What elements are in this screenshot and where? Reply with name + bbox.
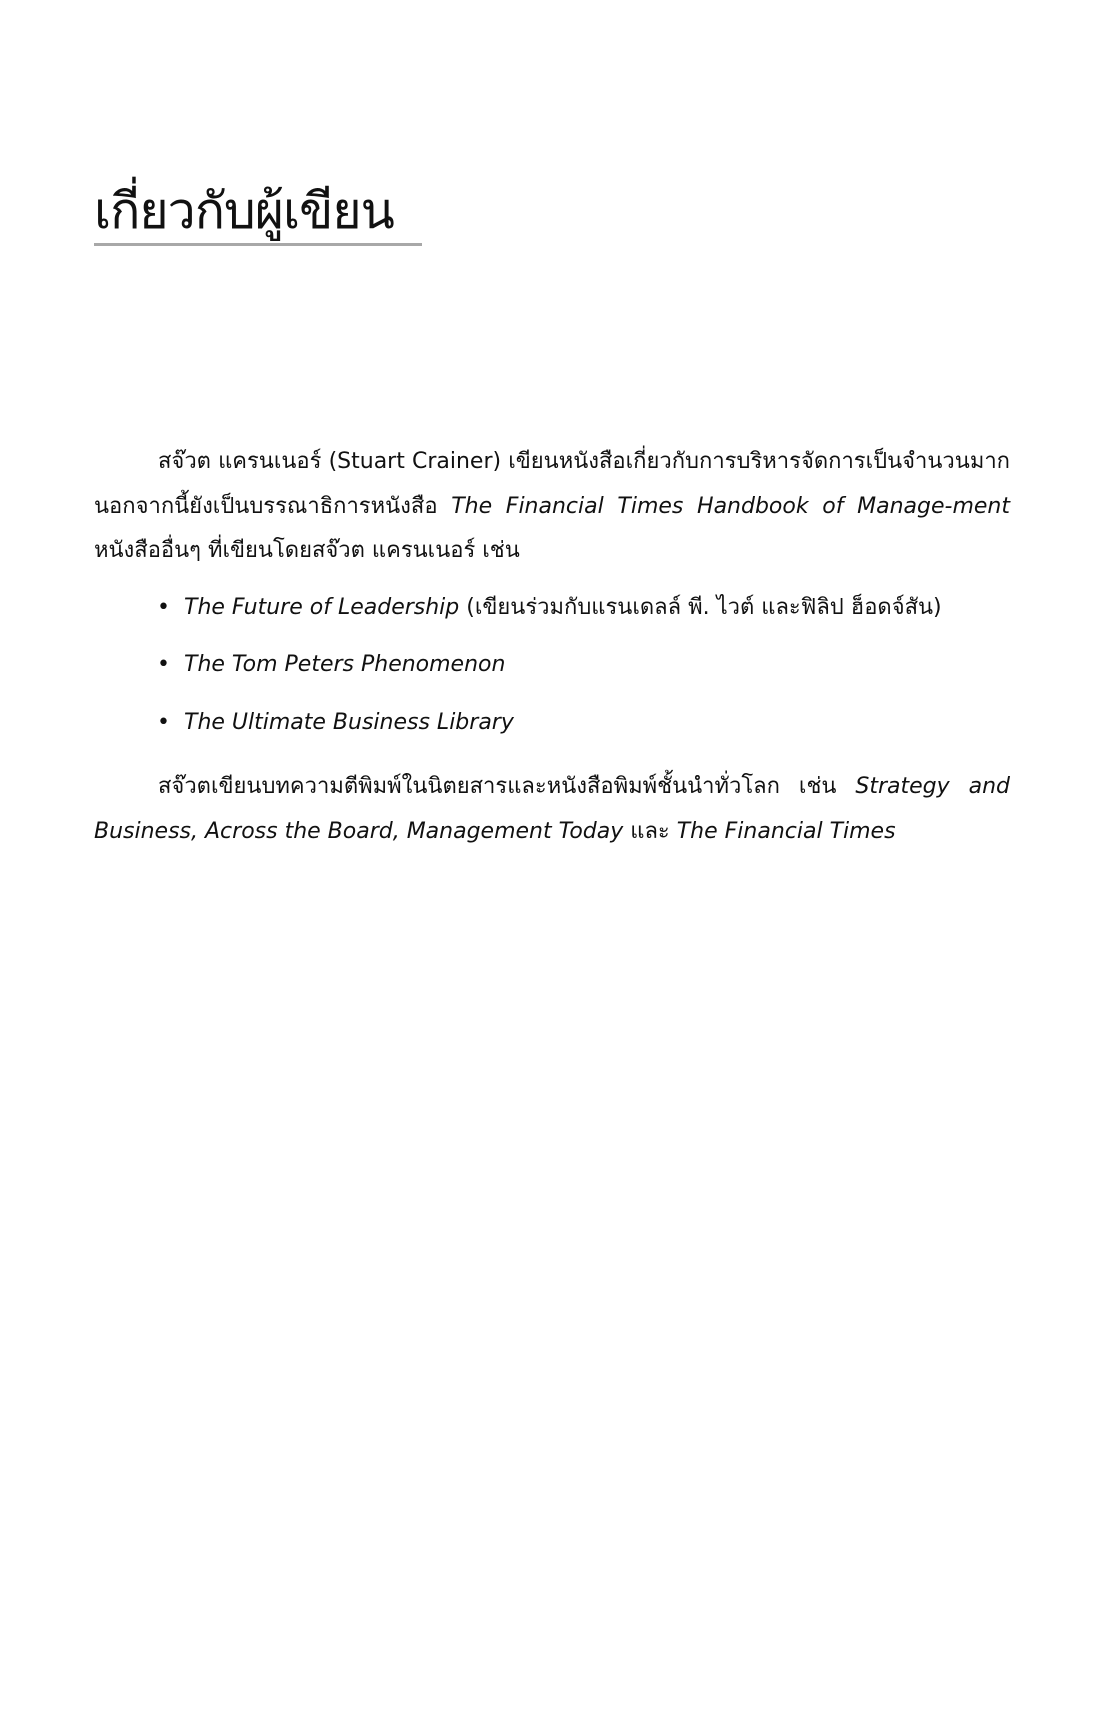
book-title: The Future of Leadership [184,594,460,620]
title-underline [94,243,422,246]
intro-paragraph [94,440,1010,574]
book-title: The Tom Peters Phenomenon [184,652,506,677]
articles-publication-ft: The Financial Times [676,818,896,844]
bullet-icon: • [157,652,170,677]
intro-book-title: The Financial Times Handbook of Manage-ment [451,493,1010,519]
body-text [94,440,1010,854]
list-item [94,701,1010,746]
articles-publications: Strategy and Business, Across the Board, Management Today [94,774,1010,844]
articles-text-1: สจ๊วตเขียนบทความตีพิมพ์ในนิตยสารและหนังสือพิมพ์ชั้นนำทั่วโลก เช่น [158,774,856,799]
book-note: (เขียนร่วมกับแรนเดลล์ พี. ไวต์ และฟิลิป ฮ็อดจ์สัน) [459,594,942,620]
intro-text-2: หนังสืออื่นๆ ที่เขียนโดยสจ๊วต แครนเนอร์ เช่น [94,538,520,563]
book-title: The Ultimate Business Library [184,709,514,735]
intro-text-1: สจ๊วต แครนเนอร์ (Stuart Crainer) เขียนหนังสือเกี่ยวกับการบริหารจัดการเป็นจำนวนมาก นอกจากนี้ยังเป็นบรรณาธิการหนังสือ [94,449,1010,519]
page-title: เกี่ยวกับผู้เขียน [94,182,394,240]
bullet-icon: • [157,709,170,735]
articles-paragraph [94,765,1010,854]
bullet-icon: • [157,594,170,620]
articles-and: และ [623,818,677,844]
list-item [94,586,1010,631]
list-item [94,643,1010,688]
book-list [94,586,1010,746]
